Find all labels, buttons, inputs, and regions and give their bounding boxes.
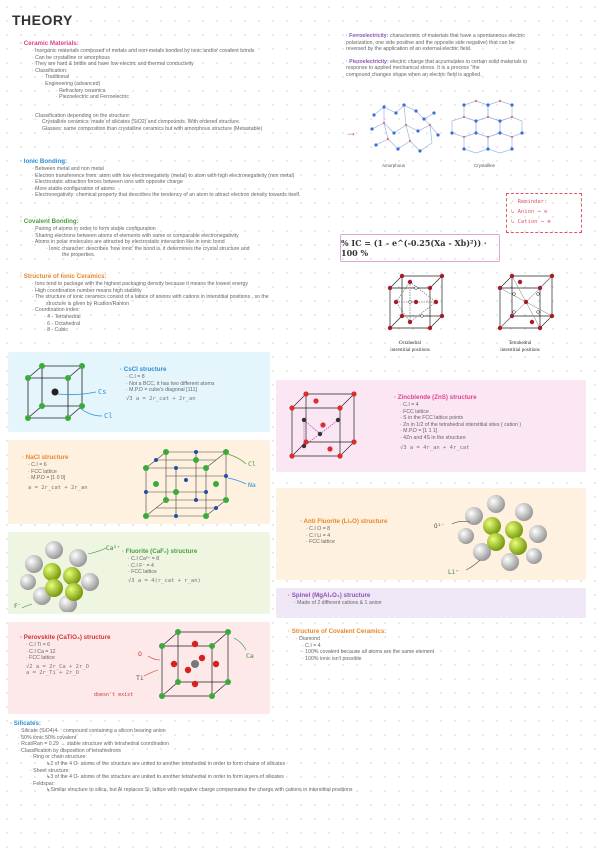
ceramic-heading: · Ceramic Materials:	[20, 40, 79, 47]
tetrahedral-sub: interstitial positions	[500, 348, 540, 353]
antifluorite-item: · FCC lattice	[306, 539, 335, 546]
reminder-line: ↳ Anion → ⊖	[511, 209, 548, 215]
fluorite-diagram	[14, 536, 124, 612]
antifluorite-text	[300, 518, 387, 546]
perovskite-title: · Perovskite (CaTiO₃) structure	[20, 634, 111, 641]
antifluorite-diagram	[426, 490, 582, 578]
fluorite-text	[122, 548, 201, 584]
ceramic-item: · Engineering (advanced)	[42, 80, 101, 87]
ferro-text: reversed by the application of an external electric field.	[346, 46, 472, 53]
ionic-item: · More stable configuration of atoms	[32, 185, 115, 192]
silicates-item: · Sheet structure:	[30, 767, 70, 774]
ionic-item: · Between metal and non metal	[32, 166, 104, 172]
ferro-section	[346, 33, 591, 79]
ceramic-item: · Traditional	[42, 74, 70, 81]
perovskite-item: · C.I Ca = 12	[26, 648, 56, 655]
cscl-diagram	[18, 358, 118, 428]
piezo-text: electric charge that accumulates in certain solid materials in	[390, 58, 528, 65]
fluorite-item: · C.I Ca²⁺ = 8	[128, 556, 160, 562]
ceramic-item: · Inorganic materials composed of metals and non-metals bonded by ionic and/or covalent bonds	[32, 48, 255, 54]
cs-label: Cs	[98, 388, 107, 396]
antifluorite-item: · C.I Li = 4	[306, 532, 331, 539]
spinel-card	[276, 588, 586, 618]
ceramic-struct-item: · Classification depending on the structure:	[32, 112, 131, 119]
zincblende-diagram	[284, 386, 374, 466]
nacl-text	[22, 454, 88, 491]
ferro-text: characteristic of materials that have a spontaneous electric	[389, 33, 525, 39]
page-title: THEORY	[12, 12, 73, 28]
ti-label: Ti	[136, 674, 144, 682]
ferro-text: polarization, one side positive and the opposite side negative) that can be	[346, 39, 515, 46]
ceramic-item: · Refractory ceramics	[56, 87, 106, 94]
covstruct-item: · Diamond	[296, 636, 320, 642]
amorphous-label: Amorphous	[382, 163, 406, 168]
ionic-item: · Electronegativity: chemical property that describes the tendency of an atom to attract electron density towards itself.	[32, 192, 301, 199]
cscl-equation: √3 a = 2r_cat + 2r_an	[126, 395, 196, 402]
silicates-heading: · Silicates:	[10, 720, 41, 727]
crystalline-label: Crystalline	[474, 163, 496, 168]
spinel-title: · Spinel (MgAl₂O₄) structure	[288, 592, 371, 599]
fluorite-item: · C.I F⁻ = 4	[128, 562, 154, 569]
piezo-text: compound changes shape when an electric field is applied.	[346, 71, 482, 78]
ferro-title: · Ferroelectricity:	[346, 33, 389, 39]
structure-item: · High coordination number means high stability	[32, 287, 142, 294]
nacl-equation: a = 2r_cat + 2r_an	[28, 484, 88, 491]
cscl-item: · Not a BCC, it has two different atoms	[126, 380, 215, 387]
silicates-item: ↳Similar structure to silica, but Al replaces Si, lattice with negative charge compensates the charge with cations in interstitial positions	[46, 787, 353, 794]
ionic-structure-section	[20, 273, 380, 334]
octahedral-label: Octahedral	[399, 341, 421, 346]
spinel-text	[288, 592, 382, 607]
ceramic-section	[20, 40, 340, 133]
fluorite-card	[8, 532, 270, 614]
covalent-item: · Atoms in polar molecules are attracted by electrostatic interaction like in ionic bond	[32, 239, 225, 246]
nacl-item: · C.I = 6	[28, 462, 47, 468]
covalent-structure-section	[288, 628, 434, 662]
covalent-heading: · Covalent Bonding:	[20, 218, 79, 225]
fluorite-item: · FCC lattice	[128, 569, 157, 576]
cscl-title: · CsCl structure	[120, 366, 167, 373]
covstruct-item: · C.I = 4	[302, 642, 321, 649]
reminder-box	[506, 193, 582, 233]
nacl-item: · FCC lattice	[28, 468, 57, 475]
silicates-item: · Silicate (SiO4)4- : compound containing a silicon bearing anion	[18, 728, 166, 734]
antifluorite-title: · Anti Fluorite (Li₂O) structure	[300, 518, 388, 525]
perovskite-card	[8, 622, 270, 714]
zinc-item: · Zn in 1/2 of the tetrahedral interstitial sites ( cation )	[400, 421, 522, 428]
zinc-item: · C.I = 4	[400, 402, 419, 408]
interstitial-figure	[380, 268, 580, 368]
structure-item: · The structure of ionic ceramics consist of a lattice of anions with cations in interstitial positions , so the	[32, 294, 269, 301]
nacl-diagram	[136, 444, 266, 522]
antifluorite-card	[276, 488, 586, 580]
octahedral-sub: interstitial positions	[390, 348, 430, 353]
ca-label: Ca²⁺	[106, 545, 121, 552]
arrow-icon: →	[345, 125, 357, 139]
ceramic-struct-item: Glasses: same composition than crystalline ceramics but with amorphous structure (Metastable)	[42, 125, 263, 132]
nacl-title: · NaCl structure	[22, 454, 69, 461]
silicates-item: · 50% ionic 50% covalent	[18, 734, 77, 741]
zinc-item: · M.P.D = [1 1 1]	[400, 428, 438, 435]
nacl-card	[8, 440, 270, 524]
tetrahedral-label: Tetrahedral	[508, 341, 532, 346]
perovskite-equation: √2 a = 2r_Ca + 2r_O	[26, 663, 89, 670]
li-label: Li⁺	[448, 569, 459, 576]
ceramic-item: · They are hard & brittle and have low electric and thermal conductivity	[32, 61, 194, 68]
silicates-item: · Ring or chain structure:	[30, 754, 87, 761]
cl-label: Cl	[104, 412, 113, 420]
cscl-text	[120, 366, 214, 402]
perovskite-text	[20, 634, 110, 677]
o-label: O²⁻	[434, 523, 445, 530]
f-label: F⁻	[14, 603, 22, 610]
zinc-item: · FCC lattice	[400, 408, 429, 415]
perovskite-diagram	[134, 626, 264, 710]
zinc-text	[394, 394, 521, 451]
covalent-item: · Sharing electrons between atoms of elements with same or comparable electronegativity	[32, 232, 239, 239]
ionic-character-formula	[340, 234, 500, 262]
zinc-title: · Zincblende (ZnS) structure	[394, 394, 477, 401]
covstruct-title: · Structure of Covalent Ceramics:	[288, 628, 387, 635]
silicates-item: · Feldspar:	[30, 780, 55, 787]
structure-item: structure is given by Rcation/Ranion	[46, 300, 130, 307]
ionic-item: · Electrostatic attraction forces between ions with opposite charge	[32, 179, 183, 186]
fluorite-equation: √3 a = 4(r_cat + r_an)	[128, 577, 201, 584]
na-label: Na	[248, 481, 256, 489]
ceramic-struct-item: Crystalline ceramics: made of silicates (SiO2) and compounds. With ordered structure.	[42, 119, 241, 126]
reminder-line: ↳ Cation → ⊕	[511, 219, 551, 225]
zincblende-card	[276, 380, 586, 472]
silicates-item: · Rcat/Ran = 0.29 → stable structure with tetrahedral coordination	[18, 741, 169, 748]
zinc-item: · S in the FCC lattice points	[400, 415, 464, 422]
ionic-heading: · Ionic Bonding:	[20, 158, 68, 165]
covalent-item: the properties.	[62, 252, 96, 259]
cscl-item: · C.I = 8	[126, 374, 145, 380]
cl-label: Cl	[248, 460, 256, 468]
reminder-title: · Reminder:	[511, 199, 548, 205]
formula-text: % IC = (1 - e^(-0.25(Xa - Xb)²)) · 100 %	[341, 238, 487, 258]
ionic-structure-heading: · Structure of Ionic Ceramics:	[20, 273, 107, 280]
antifluorite-item: · C.I O = 8	[306, 526, 331, 532]
structure-item: · 6 - Octahedral	[44, 320, 81, 327]
structure-item: · 8 - Cubic	[44, 327, 68, 334]
structure-item: · 4 - Tetrahedral	[44, 313, 81, 320]
perovskite-item: · C.I Ti = 6	[26, 642, 51, 648]
covalent-item: · Ionic character: describes 'how ionic' the bond is, it determines the crystal structure and	[46, 245, 250, 252]
ionic-section	[20, 158, 440, 199]
piezo-title: · Piezoelectricity:	[346, 58, 389, 65]
covstruct-item: · 100% ionic isn't possible	[302, 655, 362, 662]
fluorite-title: · Fluorite (CaF₂) structure	[122, 548, 198, 555]
silicates-section	[10, 720, 510, 794]
covstruct-item: · 100% covalent because all atoms are the same element	[302, 649, 435, 656]
ca-label: Ca	[246, 652, 254, 660]
ceramic-item: · Can be crystalline or amorphous	[32, 54, 110, 61]
zinc-item: · 4Zn and 4S in the structure	[400, 434, 466, 441]
nacl-item: · M.P.D = [1 0 0]	[28, 475, 66, 482]
silicates-item: ↳2 of the 4 O- atoms of the structure are united to another tetrahedral in order to form chains of silicates	[46, 760, 286, 767]
ceramic-item: · Classification:	[32, 67, 68, 74]
covalent-item: · Pairing of atoms in order to form stable configuration	[32, 226, 156, 232]
spinel-item: · Made of 2 different cations & 1 anion	[294, 600, 382, 606]
structure-item: · Coordination index:	[32, 307, 80, 314]
covalent-section	[20, 218, 340, 259]
o-label: O	[138, 650, 142, 658]
structure-item: · Ions tend to package with the highest packaging density because it means the lowest energy	[32, 281, 248, 287]
cscl-item: · M.P.D = cube's diagonal [111]	[126, 387, 197, 394]
ceramic-item: · Piezoelectric and Ferroelectric	[56, 94, 129, 101]
silicates-item: · Classification by disposition of tetrahedrons	[18, 747, 121, 754]
zinc-equation: √3 a = 4r_an + 4r_cat	[400, 444, 470, 451]
piezo-text: response to applied mechanical stress. It is a process "the	[346, 65, 480, 72]
perovskite-equation: a = 2r_Ti + 2r_O	[26, 670, 79, 677]
ionic-item: · Electron transference from: atom with low electronegativity (metal) to atom with high electronegativity (non metal)	[32, 172, 295, 179]
perovskite-note: doesn't exist	[94, 692, 134, 698]
cscl-card	[8, 352, 270, 432]
silicates-item: ↳3 of the 4 O- atoms of the structure are united to another tetrahedral in order to form layers of silicates	[46, 774, 284, 781]
perovskite-item: · FCC lattice	[26, 655, 55, 662]
